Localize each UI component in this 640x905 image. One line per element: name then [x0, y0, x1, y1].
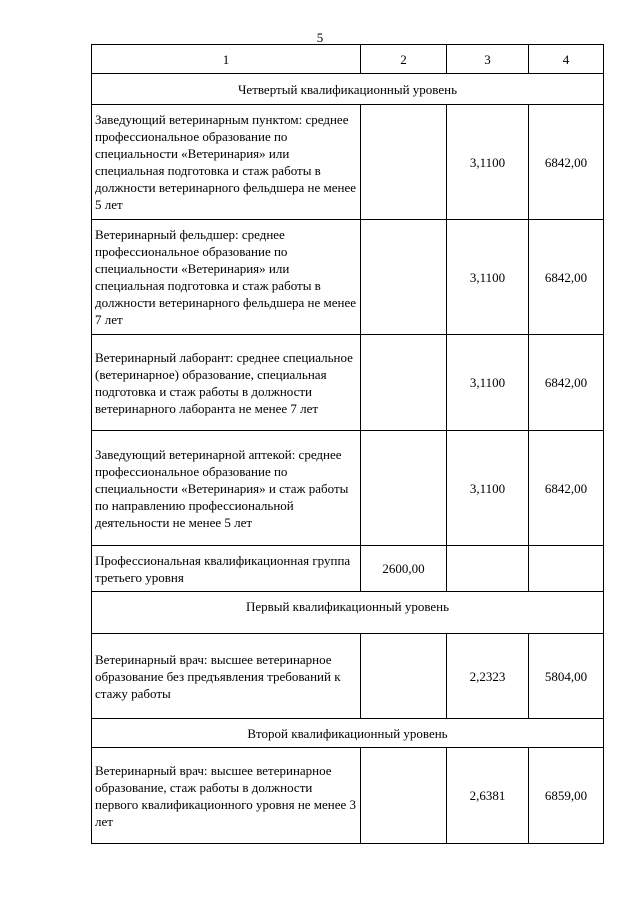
page-number: 5	[316, 30, 324, 45]
base-salary-cell	[361, 105, 447, 220]
position-description: Ветеринарный лаборант: среднее специальное (ветеринарное) образование, специальная подготовка и стаж работы в должности ветеринарного лаборанта не менее 7 лет	[92, 335, 361, 431]
header-cell-4: 4	[529, 45, 604, 74]
table-row	[92, 220, 604, 335]
salary-cell	[529, 546, 604, 592]
salary-cell: 5804,00	[529, 634, 604, 719]
coefficient-cell: 2,2323	[447, 634, 529, 719]
table-row	[92, 634, 604, 719]
header-cell-2: 2	[361, 45, 447, 74]
table-row	[92, 748, 604, 844]
salary-cell: 6859,00	[529, 748, 604, 844]
base-salary-cell	[361, 634, 447, 719]
level-heading: Второй квалификационный уровень	[92, 719, 604, 748]
header-row	[92, 45, 604, 74]
table-row	[92, 431, 604, 546]
table-row	[92, 546, 604, 592]
coefficient-cell: 3,1100	[447, 335, 529, 431]
position-description: Заведующий ветеринарной аптекой: среднее профессиональное образование по специальности «Ветеринария» и стаж работы по направлению профессиональной деятельности не менее 5 лет	[92, 431, 361, 546]
salary-cell: 6842,00	[529, 335, 604, 431]
position-description: Заведующий ветеринарным пунктом: среднее профессиональное образование по специальности «Ветеринария» или специальная подготовка и стаж работы в должности ветеринарного фельдшера не менее 5 лет	[92, 105, 361, 220]
base-salary-cell	[361, 220, 447, 335]
base-salary-cell	[361, 431, 447, 546]
level-row	[92, 719, 604, 748]
salary-table	[91, 44, 604, 844]
level-heading: Четвертый квалификационный уровень	[92, 74, 604, 105]
position-description: Ветеринарный врач: высшее ветеринарное образование, стаж работы в должности первого квалификационного уровня не менее 3 лет	[92, 748, 361, 844]
position-description: Ветеринарный фельдшер: среднее профессиональное образование по специальности «Ветеринария» или специальная подготовка и стаж работы в должности ветеринарного фельдшера не менее 7 лет	[92, 220, 361, 335]
table-row	[92, 105, 604, 220]
salary-cell: 6842,00	[529, 105, 604, 220]
salary-cell: 6842,00	[529, 431, 604, 546]
salary-cell: 6842,00	[529, 220, 604, 335]
coefficient-cell: 2,6381	[447, 748, 529, 844]
level-heading: Первый квалификационный уровень	[92, 592, 604, 634]
base-salary-cell	[361, 335, 447, 431]
coefficient-cell: 3,1100	[447, 220, 529, 335]
position-description: Профессиональная квалификационная группа третьего уровня	[92, 546, 361, 592]
header-cell-3: 3	[447, 45, 529, 74]
coefficient-cell	[447, 546, 529, 592]
table-row	[92, 335, 604, 431]
coefficient-cell: 3,1100	[447, 105, 529, 220]
base-salary-cell: 2600,00	[361, 546, 447, 592]
level-row	[92, 592, 604, 634]
coefficient-cell: 3,1100	[447, 431, 529, 546]
base-salary-cell	[361, 748, 447, 844]
position-description: Ветеринарный врач: высшее ветеринарное образование без предъявления требований к стажу работы	[92, 634, 361, 719]
header-cell-1: 1	[92, 45, 361, 74]
level-row	[92, 74, 604, 105]
